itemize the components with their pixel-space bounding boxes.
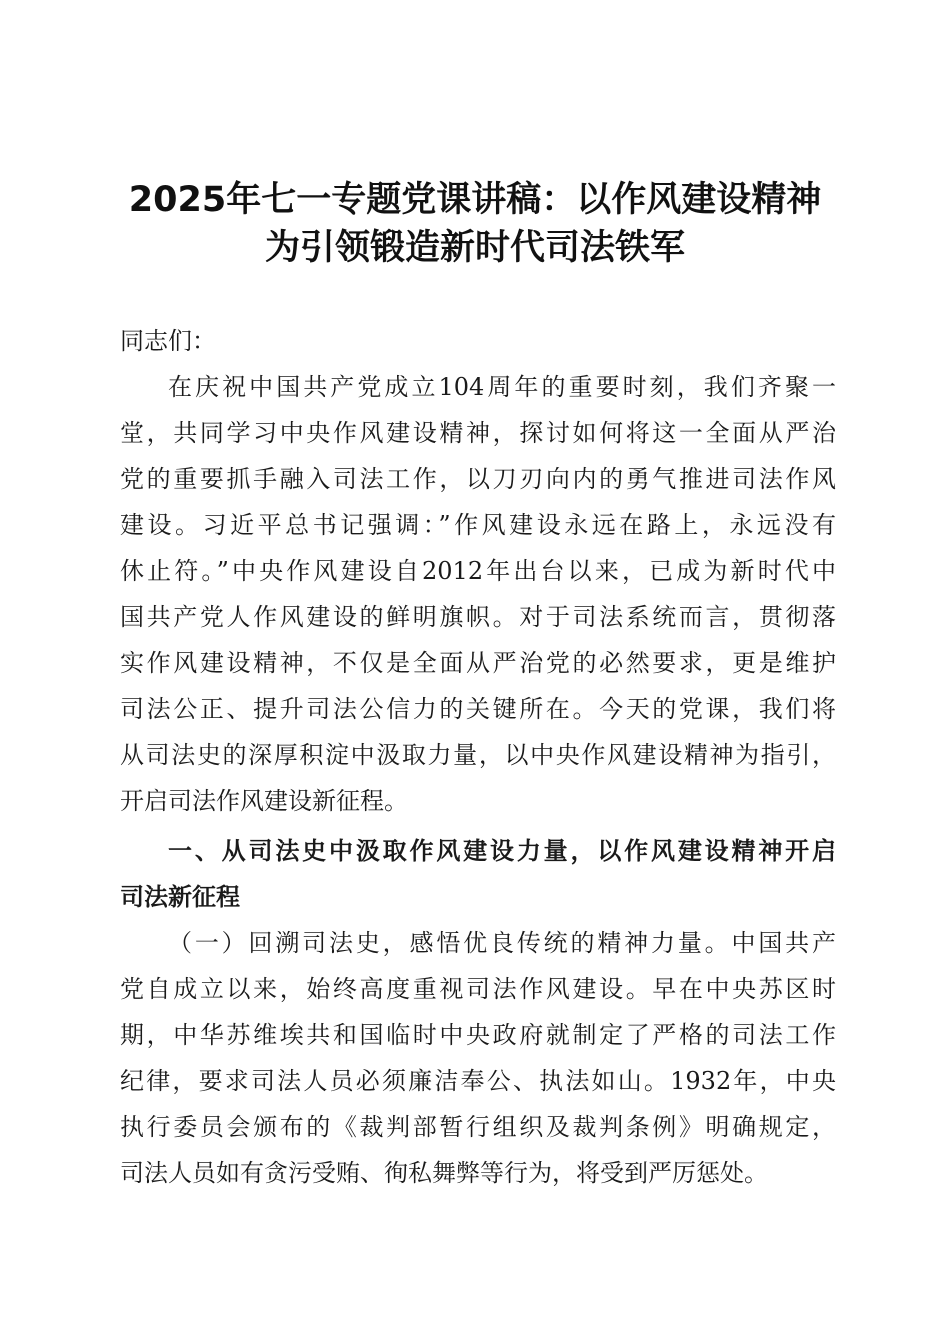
- paragraph-line: 期，中华苏维埃共和国临时中央政府就制定了严格的司法工作: [120, 1021, 836, 1049]
- paragraph-line: 纪律，要求司法人员必须廉洁奉公、执法如山。1932年，中央: [120, 1067, 836, 1095]
- paragraph-line: 休止符。”中央作风建设自2012年出台以来，已成为新时代中: [120, 557, 836, 585]
- salutation-text: 同志们：: [120, 327, 216, 355]
- section-1-paragraph: [120, 920, 836, 1196]
- intro-paragraph: [120, 364, 836, 824]
- paragraph-line: 在庆祝中国共产党成立104周年的重要时刻，我们齐聚一: [168, 373, 836, 401]
- paragraph-line: 开启司法作风建设新征程。: [120, 787, 408, 815]
- salutation: [120, 318, 836, 364]
- title-line-1: 2025年七一专题党课讲稿：以作风建设精神: [128, 180, 822, 220]
- paragraph-line: 党的重要抓手融入司法工作，以刀刃向内的勇气推进司法作风: [120, 465, 836, 493]
- paragraph-line: 司法公正、提升司法公信力的关键所在。今天的党课，我们将: [120, 695, 836, 723]
- paragraph-line: （一）回溯司法史，感悟优良传统的精神力量。中国共产: [168, 929, 836, 957]
- section-heading-1: [120, 828, 836, 920]
- paragraph-line: 党自成立以来，始终高度重视司法作风建设。早在中央苏区时: [120, 975, 836, 1003]
- heading-line: 司法新征程: [120, 883, 240, 911]
- paragraph-line: 执行委员会颁布的《裁判部暂行组织及裁判条例》明确规定，: [120, 1113, 836, 1141]
- paragraph-line: 司法人员如有贪污受贿、徇私舞弊等行为，将受到严厉惩处。: [120, 1159, 768, 1187]
- heading-line: 一、从司法史中汲取作风建设力量，以作风建设精神开启: [168, 837, 836, 865]
- paragraph-line: 国共产党人作风建设的鲜明旗帜。对于司法系统而言，贯彻落: [120, 603, 836, 631]
- document-body: [120, 318, 836, 1196]
- title-line-2: 为引领锻造新时代司法铁军: [264, 228, 685, 268]
- paragraph-line: 实作风建设精神，不仅是全面从严治党的必然要求，更是维护: [120, 649, 836, 677]
- paragraph-line: 从司法史的深厚积淀中汲取力量，以中央作风建设精神为指引，: [120, 741, 836, 769]
- document-title: [100, 176, 850, 272]
- paragraph-line: 堂，共同学习中央作风建设精神，探讨如何将这一全面从严治: [120, 419, 836, 447]
- paragraph-line: 建设。习近平总书记强调：”作风建设永远在路上，永远没有: [120, 511, 836, 539]
